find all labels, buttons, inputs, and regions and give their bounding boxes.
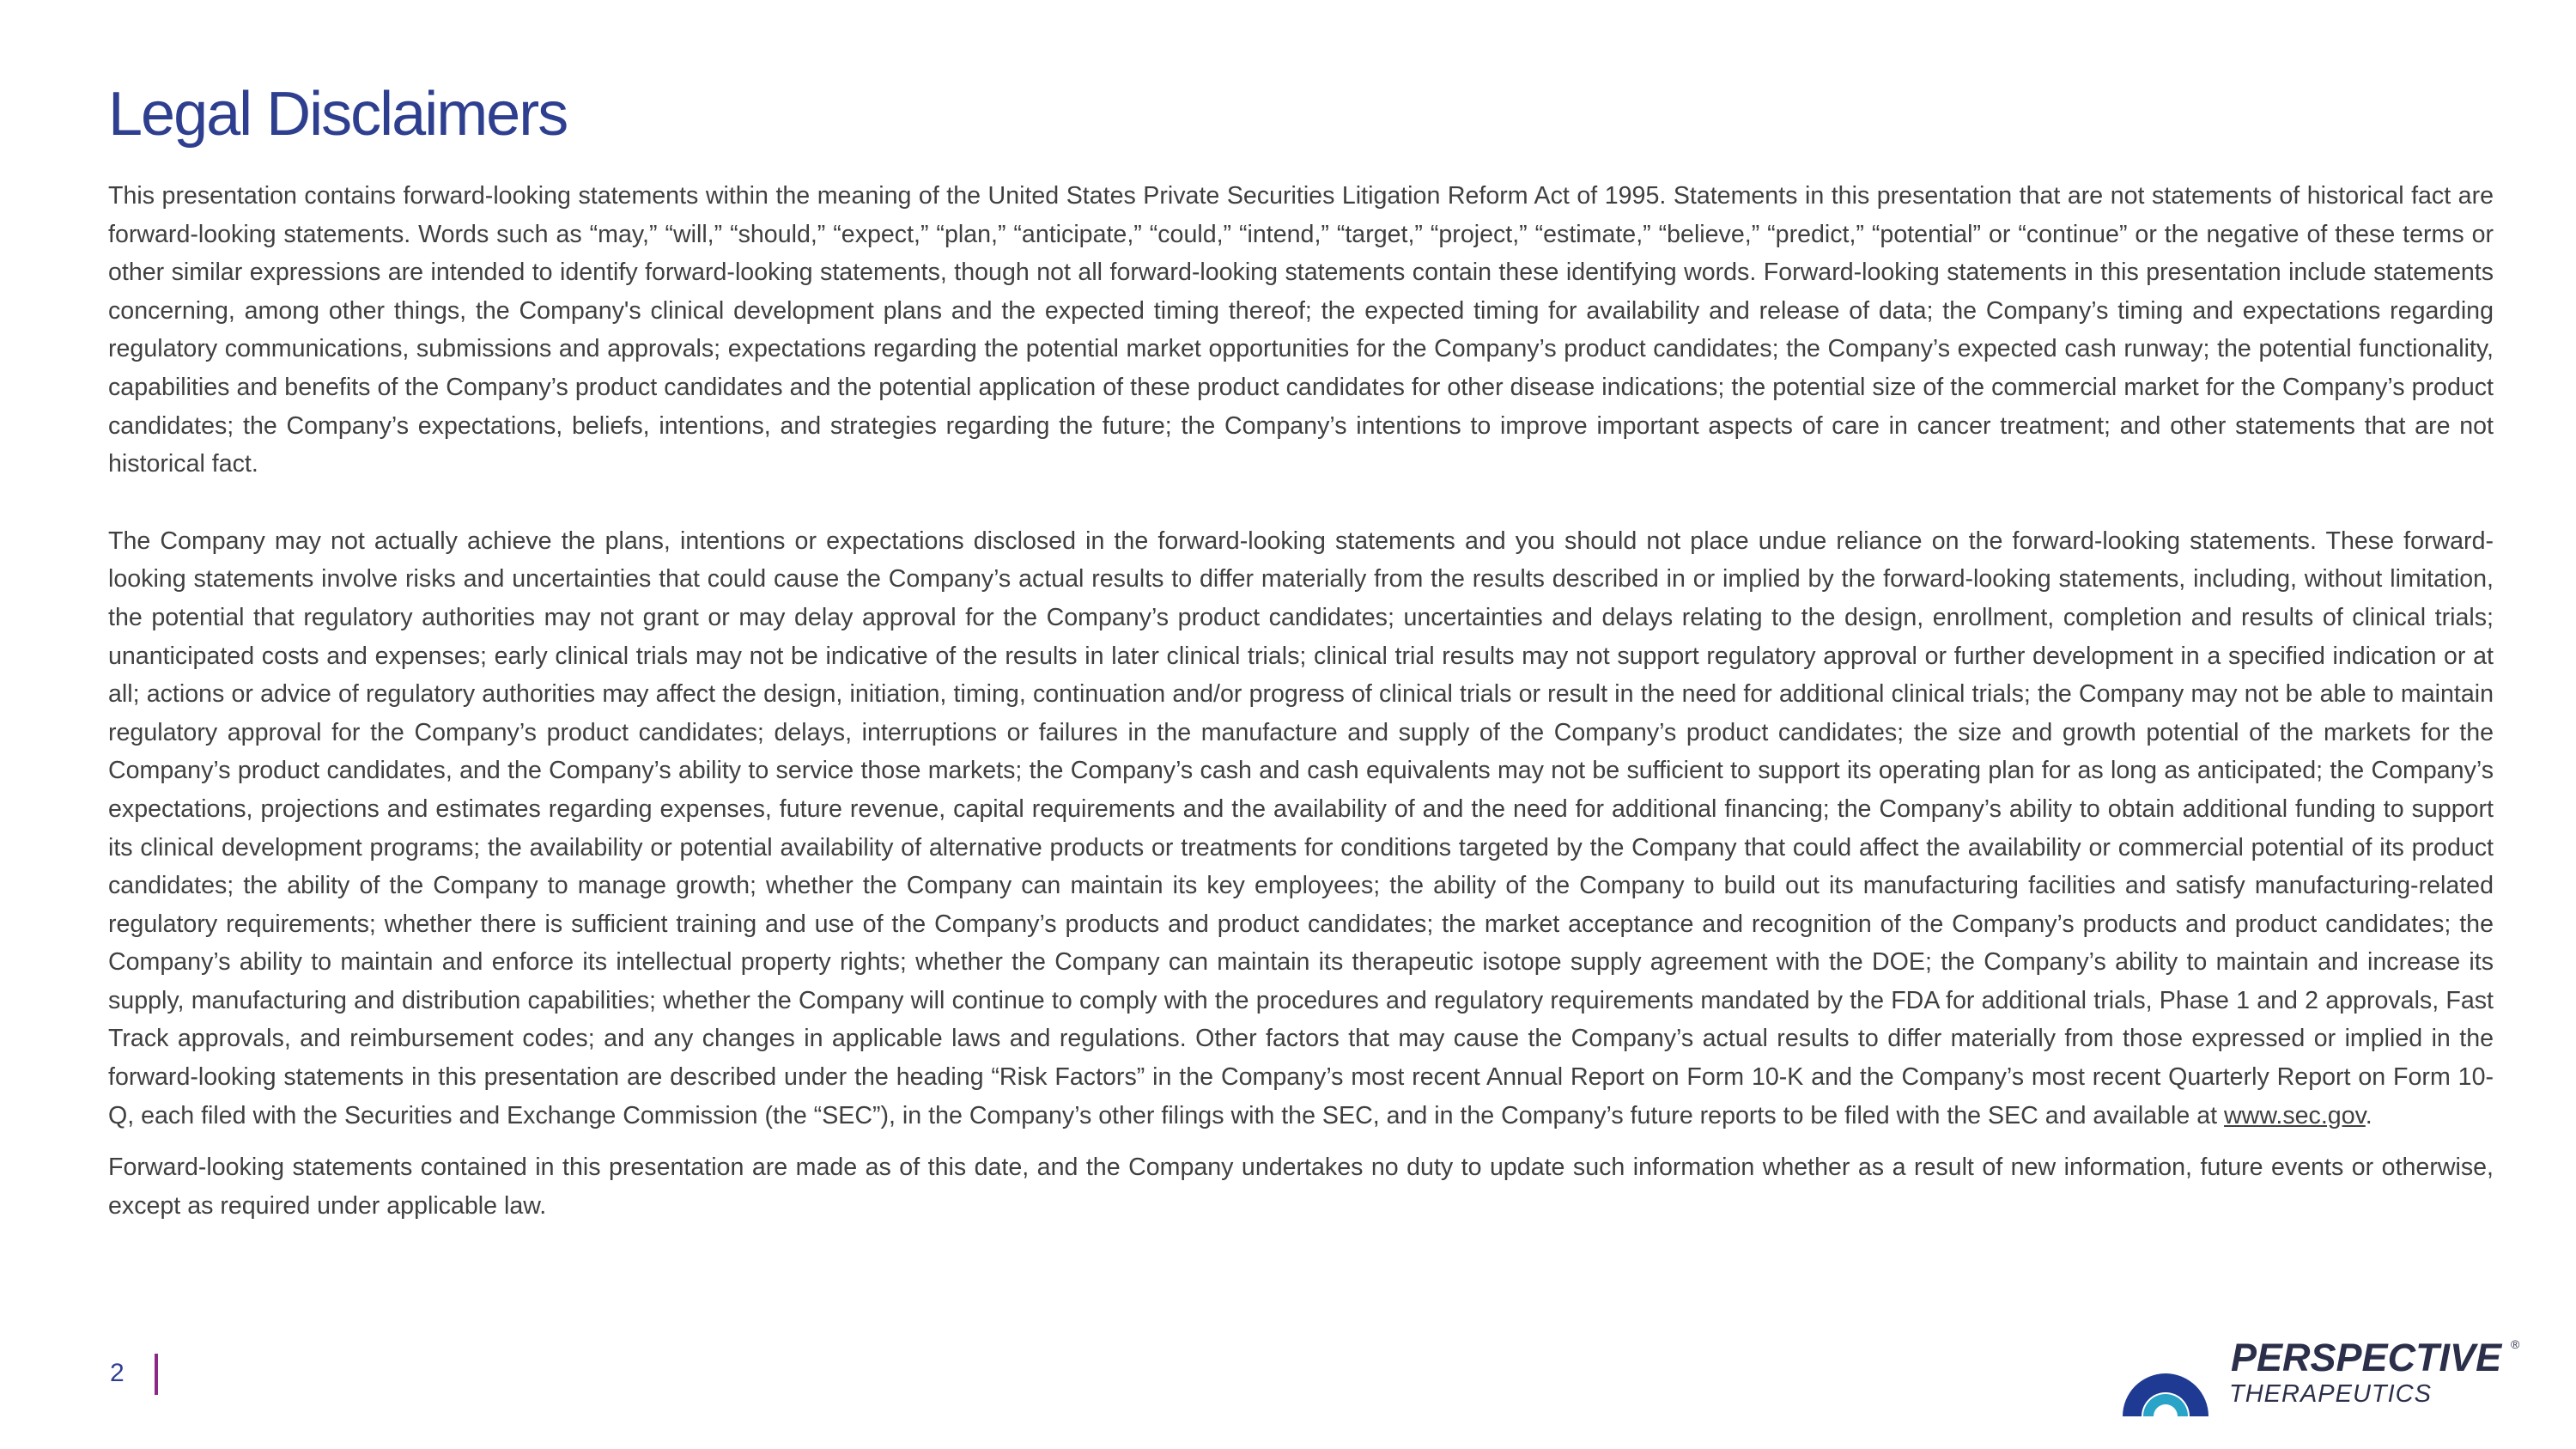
paragraph-risks-end: . bbox=[2365, 1101, 2372, 1129]
disclaimer-body bbox=[108, 177, 2494, 1225]
page-number: 2 bbox=[110, 1359, 125, 1387]
sec-link[interactable]: www.sec.gov bbox=[2224, 1101, 2366, 1129]
company-logo bbox=[2117, 1327, 2530, 1422]
perspective-arch-icon bbox=[2117, 1327, 2214, 1420]
paragraph-no-duty: Forward-looking statements contained in this presentation are made as of this date, and the Company undertakes no duty to update such information whether as a result of new information, future events or otherwise, except as required under applicable law. bbox=[108, 1154, 2494, 1220]
logo-subtitle: THERAPEUTICS bbox=[2229, 1380, 2432, 1408]
page-number-divider bbox=[155, 1354, 158, 1395]
paragraph-risks-text: The Company may not actually achieve the plans, intentions or expectations disclosed in the forward-looking statements and you should not place undue reliance on the forward-looking statements. These forward-looking statements involve risks and uncertainties that could cause the Company’s actual results to differ materially from the results described in or implied by the forward-looking statements, including, without limitation, the potential that regulatory authorities may not grant or may delay approval for the Company’s product candidates; uncertainties and delays relating to the design, enrollment, completion and results of clinical trials; unanticipated costs and expenses; early clinical trials may not be indicative of the results in later clinical trials; clinical trial results may not support regulatory approval or further development in a specified indication or at all; actions or advice of regulatory authorities may affect the design, initiation, timing, continuation and/or progress of clinical trials or result in the need for additional clinical trials; the Company may not be able to maintain regulatory approval for the Company’s product candidates; delays, interruptions or failures in the manufacture and supply of the Company’s product candidates; the size and growth potential of the markets for the Company’s product candidates, and the Company’s ability to service those markets; the Company’s cash and cash equivalents may not be sufficient to support its operating plan for as long as anticipated; the Company’s expectations, projections and estimates regarding expenses, future revenue, capital requirements and the availability of and the need for additional financing; the Company’s ability to obtain additional funding to support its clinical development programs; the availability or potential availability of alternative products or treatments for conditions targeted by the Company that could affect the availability or commercial potential of its product candidates; the ability of the Company to manage growth; whether the Company can maintain its key employees; the ability of the Company to build out its manufacturing facilities and satisfy manufacturing-related regulatory requirements; whether there is sufficient training and use of the Company’s products and product candidates; the market acceptance and recognition of the Company’s products and product candidates; the Company’s ability to maintain and enforce its intellectual property rights; whether the Company can maintain its therapeutic isotope supply agreement with the DOE; the Company’s ability to maintain and increase its supply, manufacturing and distribution capabilities; whether the Company will continue to comply with the procedures and regulatory requirements mandated by the FDA for additional trials, Phase 1 and 2 approvals, Fast Track approvals, and reimbursement codes; and any changes in applicable laws and regulations. Other factors that may cause the Company’s actual results to differ materially from those expressed or implied in the forward-looking statements in this presentation are described under the heading “Risk Factors” in the Company’s most recent Annual Report on Form 10-K and the Company’s most recent Quarterly Report on Form 10-Q, each filed with the Securities and Exchange Commission (the “SEC”), in the Company’s other filings with the SEC, and in the Company’s future reports to be filed with the SEC and available at bbox=[108, 527, 2494, 1129]
slide-title: Legal Disclaimers bbox=[108, 80, 568, 149]
paragraph-risks bbox=[108, 522, 2494, 1135]
paragraph-forward-looking: This presentation contains forward-looking statements within the meaning of the United States Private Securities Litigation Reform Act of 1995. Statements in this presentation that are not statements of historical fact are forward-looking statements. Words such as “may,” “will,” “should,” “expect,” “plan,” “anticipate,” “could,” “intend,” “target,” “project,” “estimate,” “believe,” “predict,” “potential” or “continue” or the negative of these terms or other similar expressions are intended to identify forward-looking statements, though not all forward-looking statements contain these identifying words. Forward-looking statements in this presentation include statements concerning, among other things, the Company's clinical development plans and the expected timing thereof; the expected timing for availability and release of data; the Company’s timing and expectations regarding regulatory communications, submissions and approvals; expectations regarding the potential market opportunities for the Company’s product candidates; the Company’s expected cash runway; the potential functionality, capabilities and benefits of the Company’s product candidates and the potential application of these product candidates for other disease indications; the potential size of the commercial market for the Company’s product candidates; the Company’s expectations, beliefs, intentions, and strategies regarding the future; the Company’s intentions to improve important aspects of care in cancer treatment; and other statements that are not historical fact. bbox=[108, 182, 2494, 478]
logo-trademark: ® bbox=[2511, 1337, 2520, 1351]
logo-name: PERSPECTIVE bbox=[2231, 1336, 2502, 1379]
